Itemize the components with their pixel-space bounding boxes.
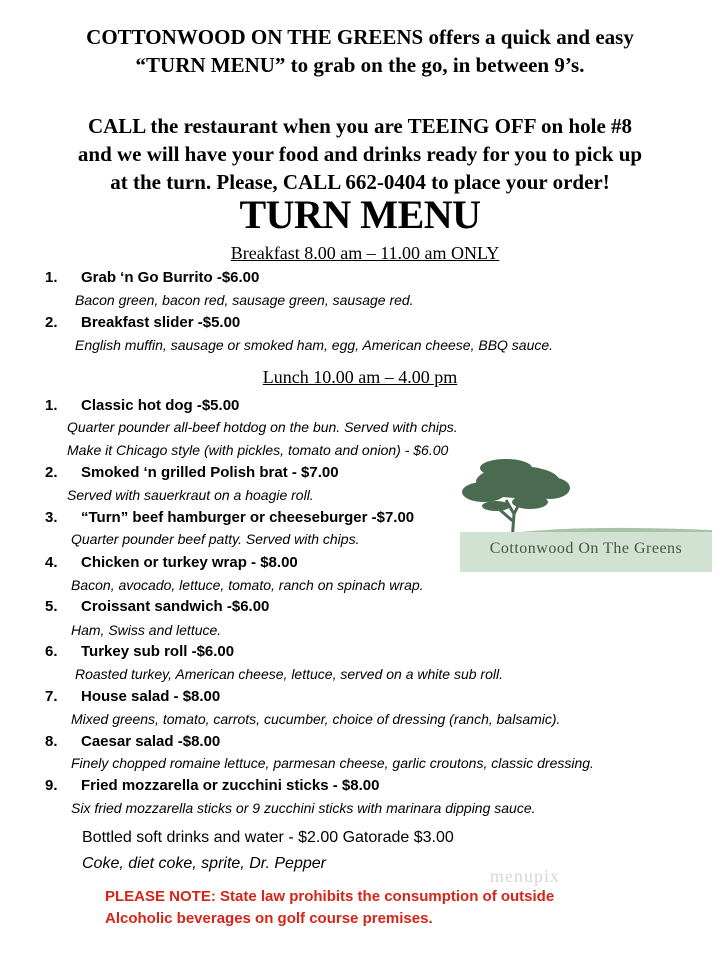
item-number: 8.: [45, 733, 58, 750]
item-name: Caesar salad -$8.00: [81, 733, 221, 750]
logo-text: Cottonwood On The Greens: [489, 540, 683, 557]
menu-title: TURN MENU: [239, 192, 481, 237]
lunch-item-3-title: [45, 508, 414, 528]
lunch-heading: Lunch 10.00 am – 4.00 pm: [262, 367, 458, 387]
item-number: 2.: [45, 314, 58, 331]
lunch-item-5-desc: Ham, Swiss and lettuce.: [71, 622, 222, 638]
intro-line-3: CALL the restaurant when you are TEEING OFF on hole #8: [87, 114, 633, 138]
item-number: 1.: [45, 269, 58, 286]
lunch-item-1-desc: Quarter pounder all-beef hotdog on the bun. Served with chips.: [67, 419, 458, 435]
lunch-item-1-title: [45, 396, 239, 416]
lunch-item-7-title: [45, 687, 220, 707]
item-number: 3.: [45, 509, 58, 526]
lunch-item-2-desc: Served with sauerkraut on a hoagie roll.: [67, 487, 314, 503]
legal-note-line-1: PLEASE NOTE: State law prohibits the consumption of outside: [105, 888, 555, 905]
lunch-item-1-desc-2: Make it Chicago style (with pickles, tomato and onion) - $6.00: [67, 442, 449, 458]
item-number: 9.: [45, 777, 58, 794]
item-name: Turkey sub roll -$6.00: [81, 643, 235, 660]
intro-line-2: “TURN MENU” to grab on the go, in between 9’s.: [135, 53, 585, 77]
item-name: Smoked ‘n grilled Polish brat - $7.00: [81, 464, 339, 481]
item-name: Chicken or turkey wrap - $8.00: [81, 554, 298, 571]
lunch-item-4-title: [45, 553, 298, 573]
lunch-item-8-desc: Finely chopped romaine lettuce, parmesan cheese, garlic croutons, classic dressing.: [71, 755, 594, 771]
item-number: 6.: [45, 643, 58, 660]
lunch-item-9-desc: Six fried mozzarella sticks or 9 zucchini sticks with marinara dipping sauce.: [71, 800, 536, 816]
intro-block-top: [0, 23, 720, 79]
lunch-item-7-desc: Mixed greens, tomato, carrots, cucumber, choice of dressing (ranch, balsamic).: [71, 711, 561, 727]
item-name: Classic hot dog -$5.00: [81, 397, 240, 414]
lunch-item-6-desc: Roasted turkey, American cheese, lettuce, served on a white sub roll.: [75, 666, 503, 682]
cottonwood-logo: [460, 458, 712, 576]
lunch-item-8-title: [45, 732, 220, 752]
item-name: House salad - $8.00: [81, 688, 221, 705]
item-name: Grab ‘n Go Burrito -$6.00: [81, 269, 260, 286]
item-number: 1.: [45, 397, 58, 414]
breakfast-item-1-desc: Bacon green, bacon red, sausage green, sausage red.: [75, 292, 414, 308]
intro-line-5: at the turn. Please, CALL 662-0404 to place your order!: [110, 170, 610, 194]
breakfast-item-2-title: [45, 313, 240, 333]
item-name: Fried mozzarella or zucchini sticks - $8.00: [81, 777, 380, 794]
lunch-item-5-title: [45, 597, 269, 617]
item-name: Croissant sandwich -$6.00: [81, 598, 270, 615]
breakfast-item-1-title: [45, 268, 259, 288]
item-name: Breakfast slider -$5.00: [81, 314, 241, 331]
item-number: 2.: [45, 464, 58, 481]
item-number: 7.: [45, 688, 58, 705]
breakfast-item-2-desc: English muffin, sausage or smoked ham, egg, American cheese, BBQ sauce.: [75, 337, 554, 353]
lunch-item-2-title: [45, 463, 339, 483]
watermark: menupix: [490, 866, 560, 886]
intro-line-1: COTTONWOOD ON THE GREENS offers a quick and easy: [86, 25, 634, 49]
intro-line-4: and we will have your food and drinks ready for you to pick up: [77, 142, 643, 166]
lunch-item-3-desc: Quarter pounder beef patty. Served with chips.: [71, 531, 360, 547]
lunch-item-9-title: [45, 776, 379, 796]
item-number: 5.: [45, 598, 58, 615]
drinks-options: Coke, diet coke, sprite, Dr. Pepper: [82, 855, 326, 872]
breakfast-heading: Breakfast 8.00 am – 11.00 am ONLY: [230, 243, 500, 263]
legal-note-line-2: Alcoholic beverages on golf course premises.: [105, 910, 433, 927]
lunch-item-6-title: [45, 642, 234, 662]
item-number: 4.: [45, 554, 58, 571]
lunch-item-4-desc: Bacon, avocado, lettuce, tomato, ranch on spinach wrap.: [71, 577, 424, 593]
drinks-line: Bottled soft drinks and water - $2.00 Gatorade $3.00: [82, 829, 454, 846]
intro-block-call: [0, 112, 720, 196]
item-name: “Turn” beef hamburger or cheeseburger -$7.00: [81, 509, 415, 526]
